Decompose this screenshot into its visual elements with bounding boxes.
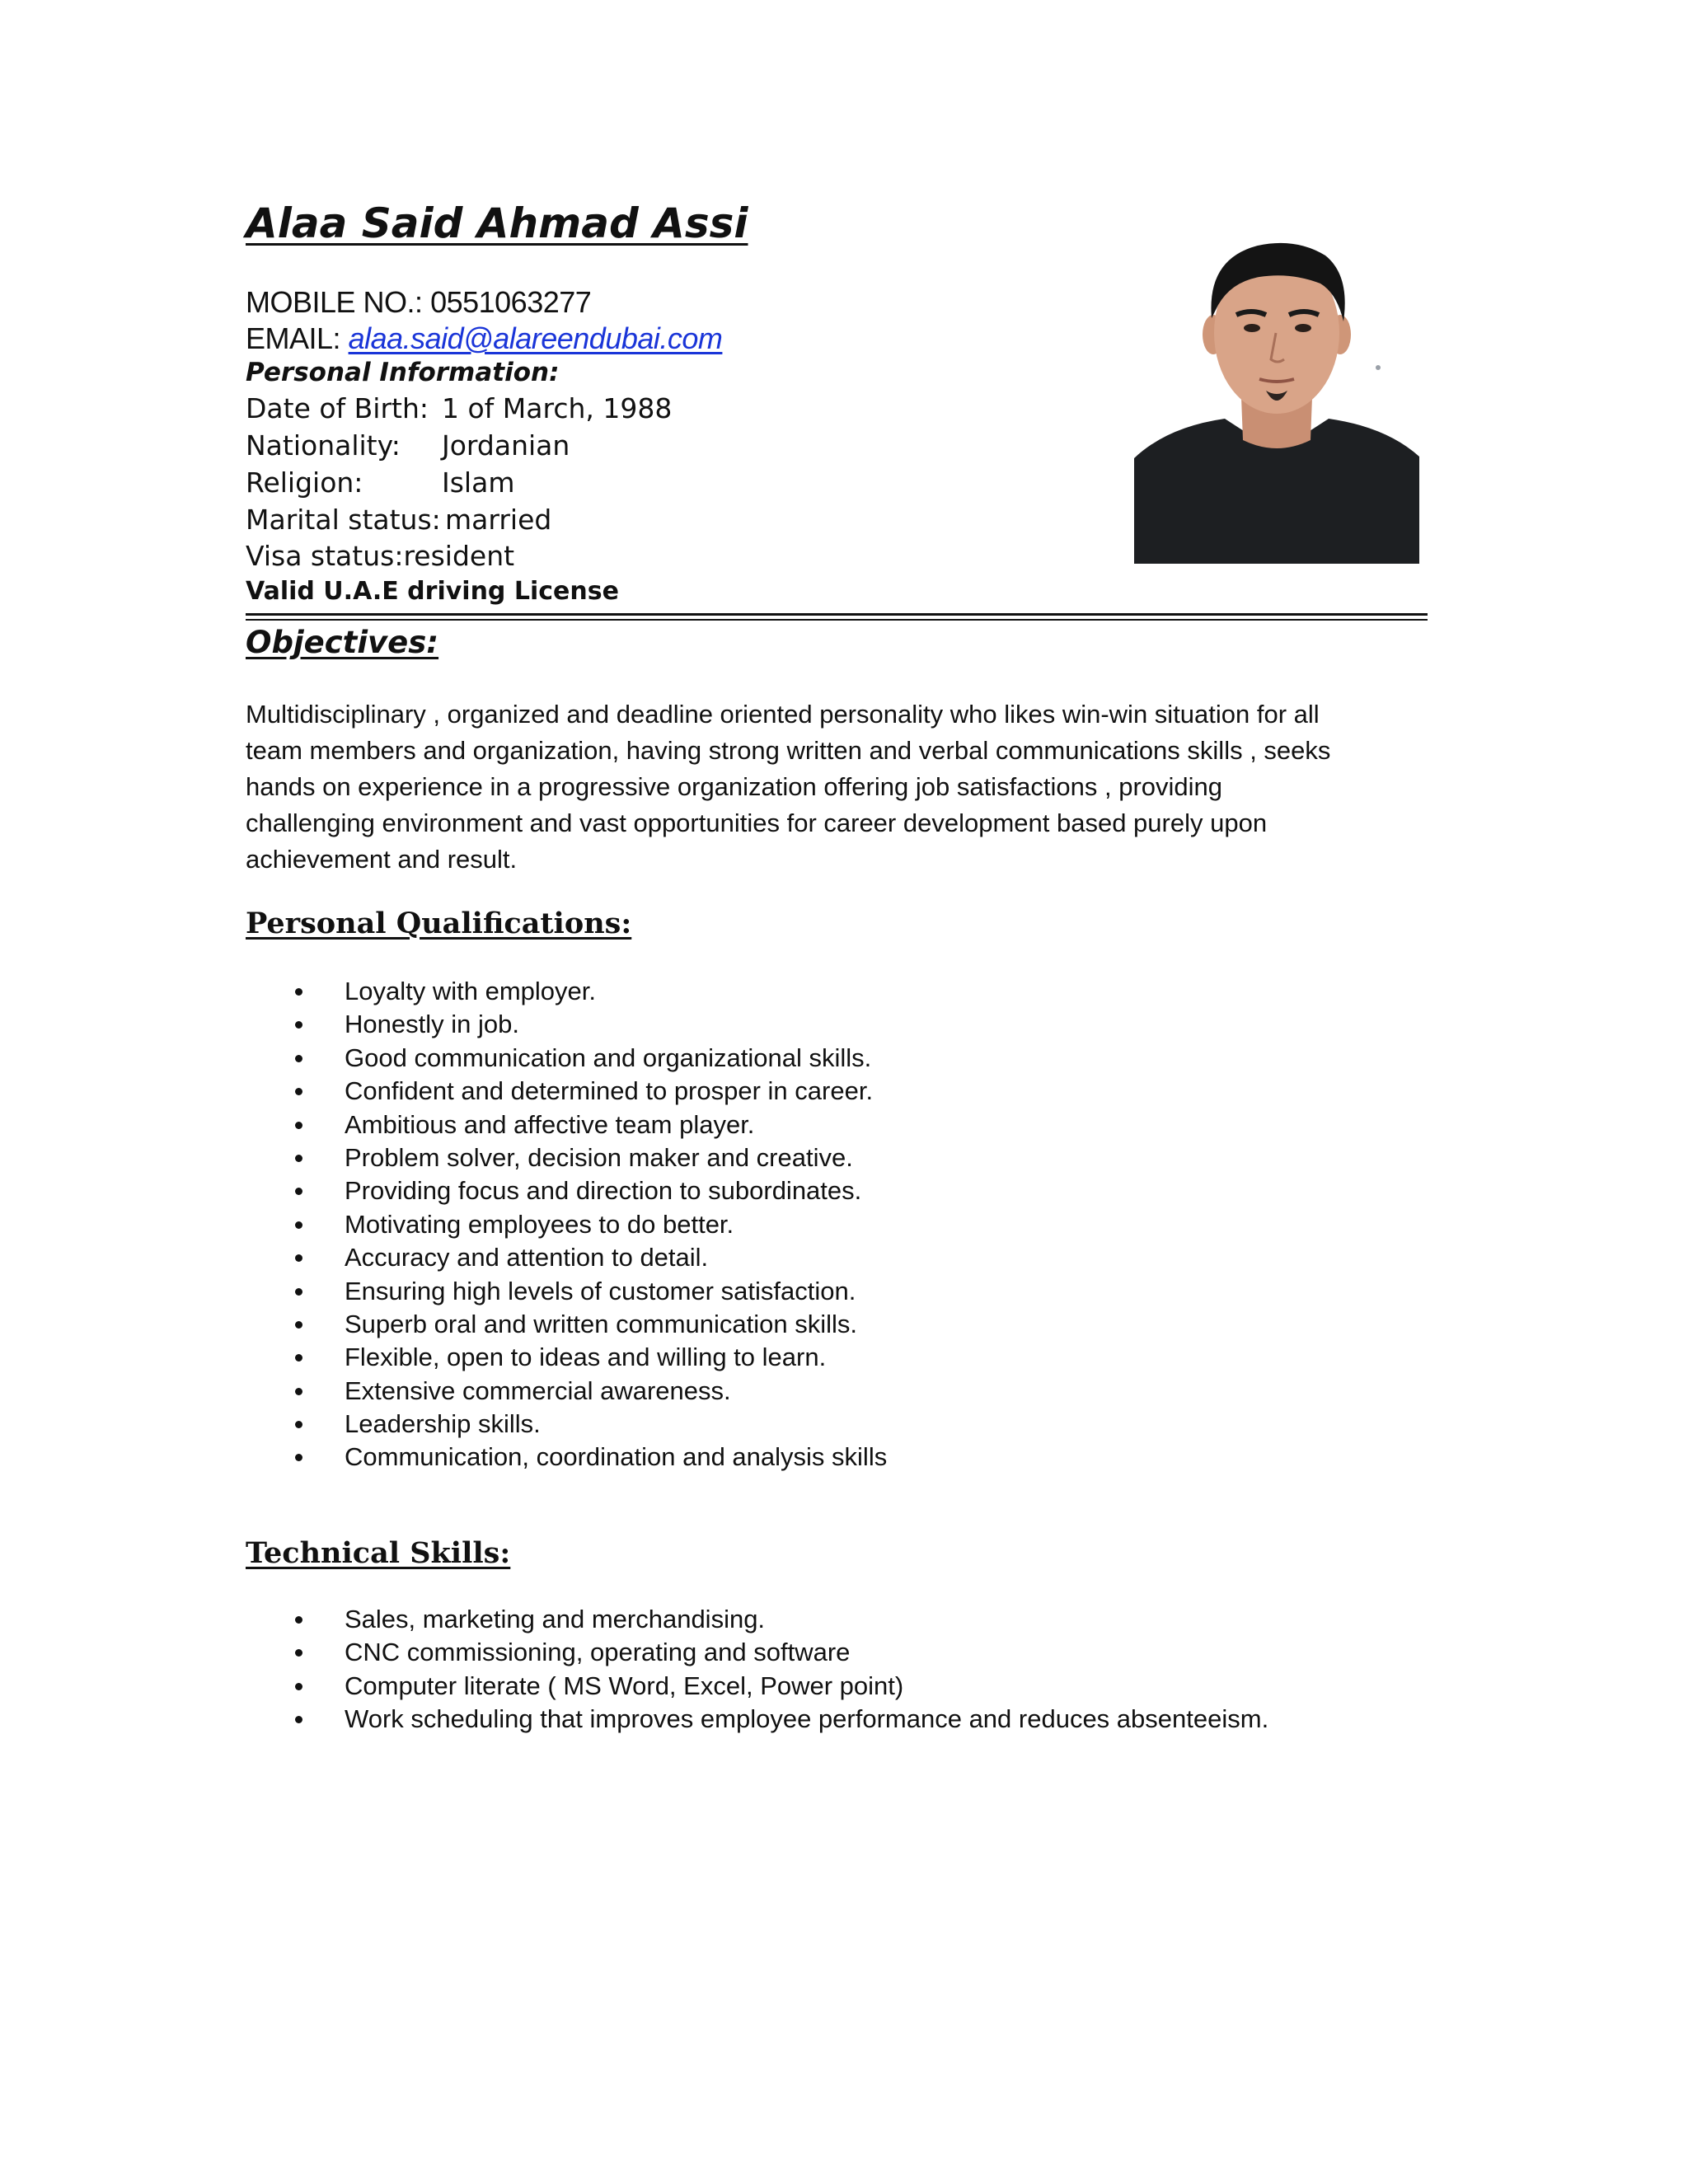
list-item-text: Flexible, open to ideas and willing to learn. [345, 1343, 827, 1372]
bullet-icon [295, 988, 302, 996]
info-row-marital-status [246, 504, 551, 536]
list-item-text: Motivating employees to do better. [345, 1209, 734, 1239]
list-item-text: Accuracy and attention to detail. [345, 1243, 709, 1272]
bullet-icon [295, 1421, 302, 1428]
email-line [246, 321, 722, 356]
list-item-text: Problem solver, decision maker and creative. [345, 1142, 853, 1172]
objectives-heading: Objectives: [246, 625, 439, 660]
header-divider-secondary [246, 619, 1428, 621]
info-value: married [445, 504, 552, 536]
objective-line: challenging environment and vast opportunities for career development based purely upon [246, 808, 1268, 837]
list-item [246, 975, 887, 1008]
info-row-nationality [246, 429, 570, 462]
technical-skills-heading: Technical Skills: [246, 1536, 511, 1570]
list-item [246, 1375, 887, 1408]
technical-skills-list [246, 1603, 1268, 1736]
objective-line: Multidisciplinary , organized and deadline oriented personality who likes win-win situation for all [246, 700, 1320, 729]
info-label: Religion: [246, 466, 363, 499]
bullet-icon [295, 1649, 302, 1657]
objective-line: team members and organization, having strong written and verbal communications skills , seeks [246, 736, 1331, 765]
list-item [246, 1441, 887, 1474]
info-label: Date of Birth: [246, 392, 429, 424]
bullet-icon [295, 1716, 302, 1723]
list-item [246, 1241, 887, 1274]
list-item [246, 1208, 887, 1241]
bullet-icon [295, 1683, 302, 1690]
info-value: 1 of March, 1988 [442, 392, 673, 424]
info-label: Visa status: [246, 540, 404, 572]
bullet-icon [295, 1254, 302, 1262]
bullet-icon [295, 1021, 302, 1029]
list-item [246, 1075, 887, 1108]
list-item-text: Providing focus and direction to subordinates. [345, 1176, 862, 1206]
list-item-text: Superb oral and written communication skills. [345, 1309, 857, 1338]
list-item [246, 1703, 1268, 1736]
mobile-value: 0551063277 [430, 285, 592, 319]
list-item [246, 1670, 1268, 1703]
driving-license-line: Valid U.A.E driving License [246, 577, 619, 606]
mobile-line [246, 285, 591, 320]
list-item [246, 1408, 887, 1441]
bullet-icon [295, 1288, 302, 1296]
list-item-text: Sales, marketing and merchandising. [345, 1605, 766, 1633]
list-item [246, 1341, 887, 1374]
list-item [246, 1275, 887, 1308]
personal-info-heading: Personal Information: [246, 358, 560, 387]
list-item [246, 1141, 887, 1174]
bullet-icon [295, 1122, 302, 1129]
bullet-icon [295, 1088, 302, 1095]
portrait-icon [1134, 236, 1419, 564]
info-label: Marital status: [246, 504, 441, 536]
list-item [246, 1042, 887, 1075]
info-row-religion [246, 466, 514, 499]
info-value: Jordanian [442, 429, 570, 462]
email-link[interactable]: alaa.said@alareendubai.com [348, 321, 723, 355]
info-value: resident [403, 540, 515, 572]
list-item-text: Leadership skills. [345, 1409, 541, 1439]
list-item-text: Honestly in job. [345, 1010, 519, 1039]
list-item [246, 1636, 1268, 1669]
list-item-text: CNC commissioning, operating and software [345, 1638, 851, 1667]
info-value: Islam [442, 466, 515, 499]
bullet-icon [295, 1354, 302, 1361]
qualifications-list [246, 975, 887, 1474]
info-row-dob [246, 392, 672, 424]
bullet-icon [295, 1321, 302, 1329]
list-item-text: Loyalty with employer. [345, 977, 596, 1005]
list-item-text: Extensive commercial awareness. [345, 1376, 731, 1405]
list-item-text: Work scheduling that improves employee performance and reduces absenteeism. [345, 1704, 1269, 1734]
bullet-icon [295, 1055, 302, 1062]
email-label: EMAIL: [246, 321, 341, 355]
objectives-paragraph [246, 696, 1441, 878]
mobile-label: MOBILE NO.: [246, 285, 423, 319]
candidate-name: Alaa Said Ahmad Assi [246, 199, 748, 247]
info-row-visa-status [246, 540, 514, 572]
list-item [246, 1108, 887, 1141]
bullet-icon [295, 1388, 302, 1395]
list-item [246, 1603, 1268, 1636]
bullet-icon [295, 1616, 302, 1624]
list-item-text: Computer literate ( MS Word, Excel, Power point) [345, 1671, 904, 1700]
objective-line: achievement and result. [246, 845, 518, 874]
list-item-text: Ambitious and affective team player. [345, 1109, 755, 1139]
bullet-icon [295, 1454, 302, 1461]
profile-photo [1134, 236, 1419, 564]
personal-qualifications-heading: Personal Qualifications: [246, 907, 632, 940]
objective-line: hands on experience in a progressive organization offering job satisfactions , providing [246, 772, 1223, 801]
info-label: Nationality: [246, 429, 401, 462]
list-item-text: Communication, coordination and analysis skills [345, 1442, 888, 1472]
list-item [246, 1174, 887, 1207]
list-item-text: Ensuring high levels of customer satisfaction. [345, 1276, 856, 1305]
list-item-text: Good communication and organizational skills. [345, 1043, 872, 1072]
bullet-icon [295, 1155, 302, 1162]
bullet-icon [295, 1188, 302, 1195]
list-item-text: Confident and determined to prosper in career. [345, 1076, 874, 1106]
header-divider [246, 613, 1428, 616]
list-item [246, 1008, 887, 1041]
bullet-icon [295, 1221, 302, 1229]
list-item [246, 1308, 887, 1341]
